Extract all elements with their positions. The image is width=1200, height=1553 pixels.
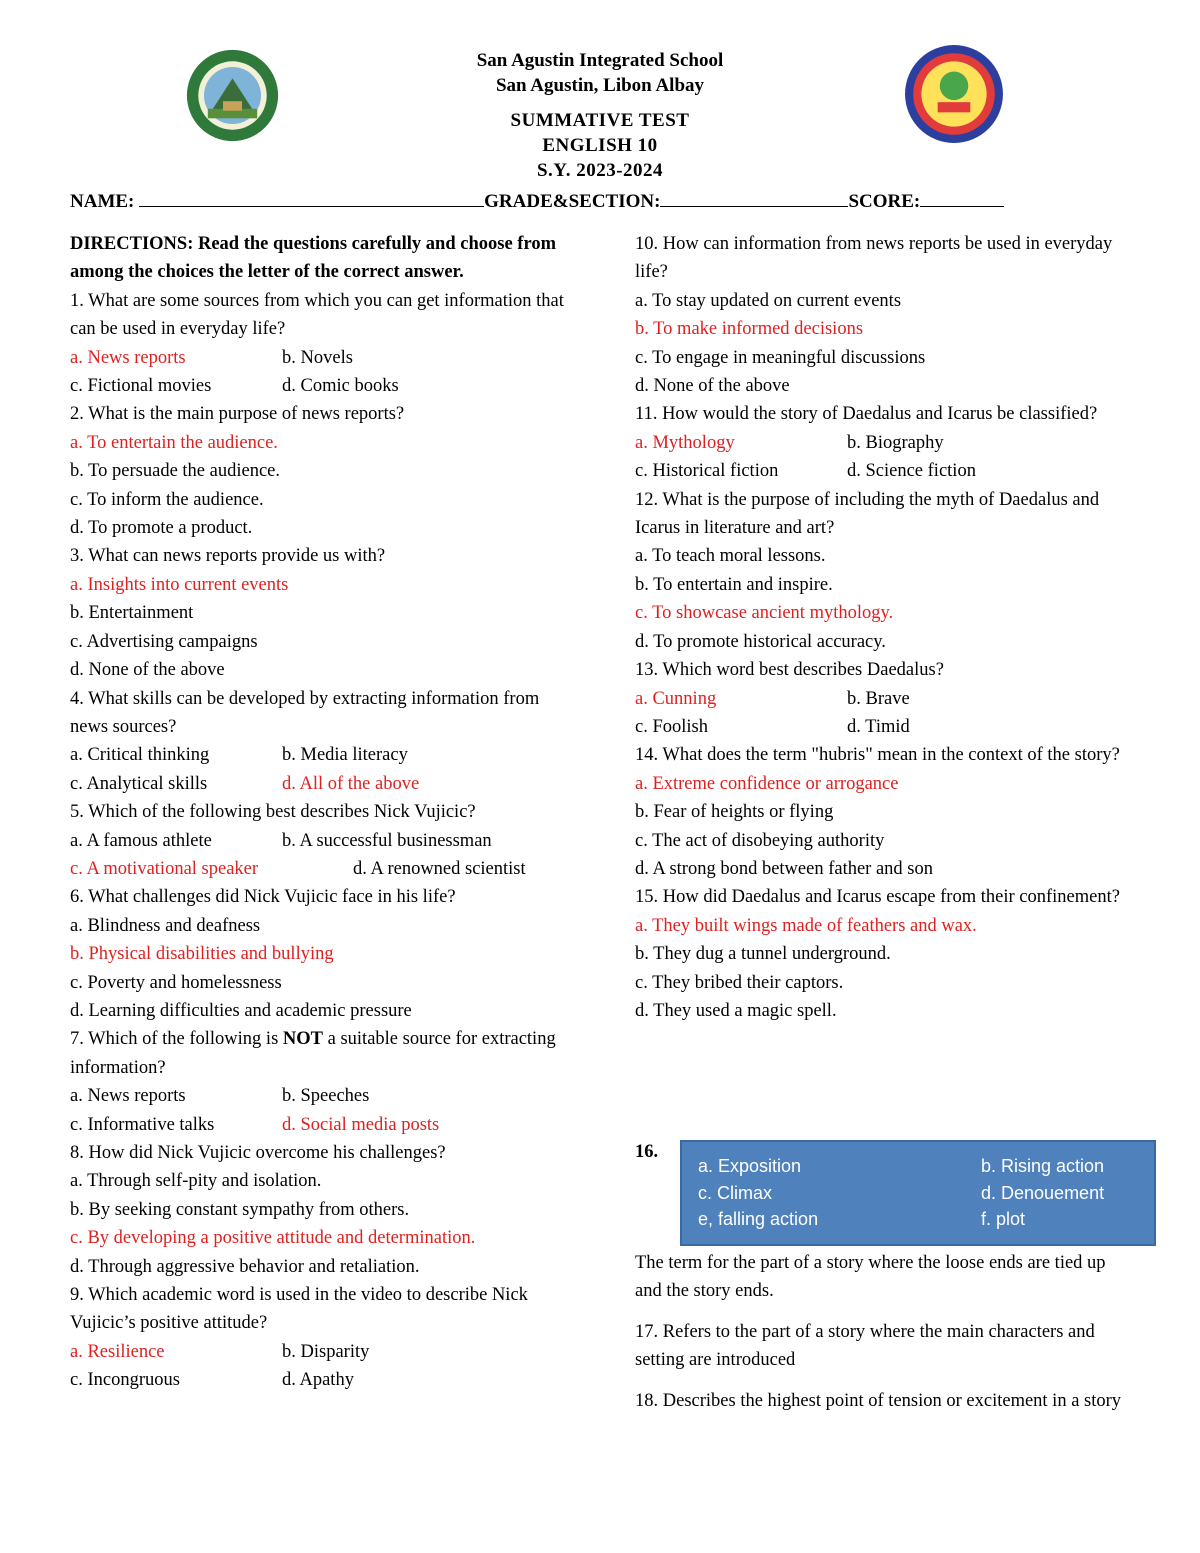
question-16-number: 16. xyxy=(635,1142,659,1162)
q2-option-d[interactable]: d. To promote a product. xyxy=(70,518,253,539)
school-address: San Agustin, Libon Albay xyxy=(495,75,705,96)
q7-option-c[interactable]: c. Informative talks xyxy=(70,1114,215,1135)
q1-option-c[interactable]: c. Fictional movies xyxy=(70,376,212,397)
question-4: 4. What skills can be developed by extracting information from news sources? xyxy=(70,688,540,737)
student-info-line xyxy=(70,190,1070,213)
q7-option-d[interactable]: d. Social media posts xyxy=(282,1114,440,1135)
q11-option-c[interactable]: c. Historical fiction xyxy=(635,461,779,482)
q8-option-c[interactable]: c. By developing a positive attitude and determination. xyxy=(70,1228,476,1249)
q14-option-c[interactable]: c. The act of disobeying authority xyxy=(635,830,885,851)
grade-label: GRADE&SECTION: xyxy=(484,191,661,212)
q14-option-b[interactable]: b. Fear of heights or flying xyxy=(635,802,834,823)
q15-option-a[interactable]: a. They built wings made of feathers and wax. xyxy=(635,915,977,936)
q4-option-a[interactable]: a. Critical thinking xyxy=(70,745,210,766)
q3-option-c[interactable]: c. Advertising campaigns xyxy=(70,631,258,652)
q3-option-b[interactable]: b. Entertainment xyxy=(70,603,194,624)
q2-option-a[interactable]: a. To entertain the audience. xyxy=(70,432,278,453)
q10-option-a[interactable]: a. To stay updated on current events xyxy=(635,290,902,311)
q13-option-d[interactable]: d. Timid xyxy=(847,716,910,737)
q11-option-d[interactable]: d. Science fiction xyxy=(847,461,976,482)
q12-option-a[interactable]: a. To teach moral lessons. xyxy=(635,546,826,567)
question-13: 13. Which word best describes Daedalus? xyxy=(635,660,944,681)
document-header xyxy=(0,48,1200,183)
grade-field[interactable] xyxy=(660,190,848,207)
q14-option-a[interactable]: a. Extreme confidence or arrogance xyxy=(635,773,899,794)
q6-option-d[interactable]: d. Learning difficulties and academic pressure xyxy=(70,1000,412,1021)
q5-option-a[interactable]: a. A famous athlete xyxy=(70,830,212,851)
q14-option-d[interactable]: d. A strong bond between father and son xyxy=(635,858,933,879)
q4-option-c[interactable]: c. Analytical skills xyxy=(70,773,208,794)
q12-option-d[interactable]: d. To promote historical accuracy. xyxy=(635,631,886,652)
q6-option-b[interactable]: b. Physical disabilities and bullying xyxy=(70,944,334,965)
question-1: 1. What are some sources from which you can get information that can be used in everyday life? xyxy=(70,290,564,340)
q5-option-b[interactable]: b. A successful businessman xyxy=(282,830,492,851)
name-field[interactable] xyxy=(139,190,484,207)
q1-option-d[interactable]: d. Comic books xyxy=(282,376,399,397)
q12-option-c[interactable]: c. To showcase ancient mythology. xyxy=(635,603,894,624)
question-12: 12. What is the purpose of including the myth of Daedalus and Icarus in literature and art? xyxy=(635,489,1100,539)
q7-option-a[interactable]: a. News reports xyxy=(70,1086,186,1107)
name-label: NAME: xyxy=(70,191,135,212)
story-elements-choice-box xyxy=(680,1140,1156,1246)
question-6: 6. What challenges did Nick Vujicic face in his life? xyxy=(70,887,456,908)
score-label: SCORE: xyxy=(848,191,921,212)
q7-text-post: a suitable source for extracting information? xyxy=(70,1029,556,1078)
q13-option-b[interactable]: b. Brave xyxy=(847,688,910,709)
question-16-text: The term for the part of a story where the loose ends are tied up and the story ends. xyxy=(635,1253,1106,1301)
school-name: San Agustin Integrated School xyxy=(476,50,724,71)
directions: DIRECTIONS: Read the questions carefully and choose from among the choices the letter of the correct answer. xyxy=(70,234,556,283)
q9-option-c[interactable]: c. Incongruous xyxy=(70,1370,180,1391)
question-17-text: 17. Refers to the part of a story where the main characters and setting are introduced xyxy=(635,1322,1095,1370)
q3-option-a[interactable]: a. Insights into current events xyxy=(70,574,289,595)
q8-option-d[interactable]: d. Through aggressive behavior and retaliation. xyxy=(70,1256,420,1277)
subject: ENGLISH 10 xyxy=(542,135,658,156)
question-7 xyxy=(70,1025,570,1082)
q10-option-b[interactable]: b. To make informed decisions xyxy=(635,319,864,340)
question-8: 8. How did Nick Vujicic overcome his challenges? xyxy=(70,1143,446,1163)
school-year: S.Y. 2023-2024 xyxy=(536,160,664,181)
q2-option-c[interactable]: c. To inform the audience. xyxy=(70,489,264,510)
q7-text-bold: NOT xyxy=(282,1029,323,1050)
question-14: 14. What does the term "hubris" mean in the context of the story? xyxy=(635,745,1120,766)
q4-option-b[interactable]: b. Media literacy xyxy=(282,745,408,766)
q10-option-d[interactable]: d. None of the above xyxy=(635,376,790,397)
q6-option-c[interactable]: c. Poverty and homelessness xyxy=(70,972,282,993)
q13-option-a[interactable]: a. Cunning xyxy=(635,688,717,709)
choice-b: b. Rising action xyxy=(981,1156,1105,1176)
q3-option-d[interactable]: d. None of the above xyxy=(70,660,225,681)
q13-option-c[interactable]: c. Foolish xyxy=(635,716,708,737)
question-3: 3. What can news reports provide us with? xyxy=(70,546,386,567)
q9-option-d[interactable]: d. Apathy xyxy=(282,1370,354,1391)
q15-option-d[interactable]: d. They used a magic spell. xyxy=(635,1000,837,1021)
q11-option-b[interactable]: b. Biography xyxy=(847,432,944,453)
q6-option-a[interactable]: a. Blindness and deafness xyxy=(70,915,261,936)
q15-option-b[interactable]: b. They dug a tunnel underground. xyxy=(635,944,891,965)
choice-a: a. Exposition xyxy=(698,1156,802,1176)
score-field[interactable] xyxy=(920,190,1004,207)
question-2: 2. What is the main purpose of news reports? xyxy=(70,404,405,425)
choice-d: d. Denouement xyxy=(981,1182,1105,1203)
choice-c: c. Climax xyxy=(698,1182,773,1203)
q4-option-d[interactable]: d. All of the above xyxy=(282,773,420,794)
question-11: 11. How would the story of Daedalus and Icarus be classified? xyxy=(635,404,1098,425)
q8-option-b[interactable]: b. By seeking constant sympathy from others. xyxy=(70,1199,410,1220)
q1-option-a[interactable]: a. News reports xyxy=(70,347,186,368)
q11-option-a[interactable]: a. Mythology xyxy=(635,432,735,453)
q15-option-c[interactable]: c. They bribed their captors. xyxy=(635,972,844,993)
question-9: 9. Which academic word is used in the video to describe Nick Vujicic’s positive attitude? xyxy=(70,1285,528,1334)
choice-e: e, falling action xyxy=(698,1209,819,1229)
q7-text-pre: 7. Which of the following is xyxy=(70,1029,283,1050)
q9-option-b[interactable]: b. Disparity xyxy=(282,1341,370,1362)
q10-option-c[interactable]: c. To engage in meaningful discussions xyxy=(635,347,926,368)
question-5: 5. Which of the following best describes Nick Vujicic? xyxy=(70,802,476,823)
q12-option-b[interactable]: b. To entertain and inspire. xyxy=(635,574,833,595)
q7-option-b[interactable]: b. Speeches xyxy=(282,1086,370,1107)
q5-option-d[interactable]: d. A renowned scientist xyxy=(353,858,526,879)
choice-f: f. plot xyxy=(981,1209,1026,1229)
right-column xyxy=(635,230,1135,1025)
question-18-text: 18. Describes the highest point of tension or excitement in a story xyxy=(635,1391,1122,1411)
q2-option-b[interactable]: b. To persuade the audience. xyxy=(70,461,281,482)
question-15: 15. How did Daedalus and Icarus escape from their confinement? xyxy=(635,887,1120,908)
question-10: 10. How can information from news reports be used in everyday life? xyxy=(635,234,1113,283)
left-column xyxy=(70,230,570,1395)
q5-option-c[interactable]: c. A motivational speaker xyxy=(70,858,259,879)
q8-option-a[interactable]: a. Through self-pity and isolation. xyxy=(70,1171,322,1192)
q9-option-a[interactable]: a. Resilience xyxy=(70,1341,165,1362)
test-type: SUMMATIVE TEST xyxy=(510,110,690,131)
q1-option-b[interactable]: b. Novels xyxy=(282,347,353,368)
